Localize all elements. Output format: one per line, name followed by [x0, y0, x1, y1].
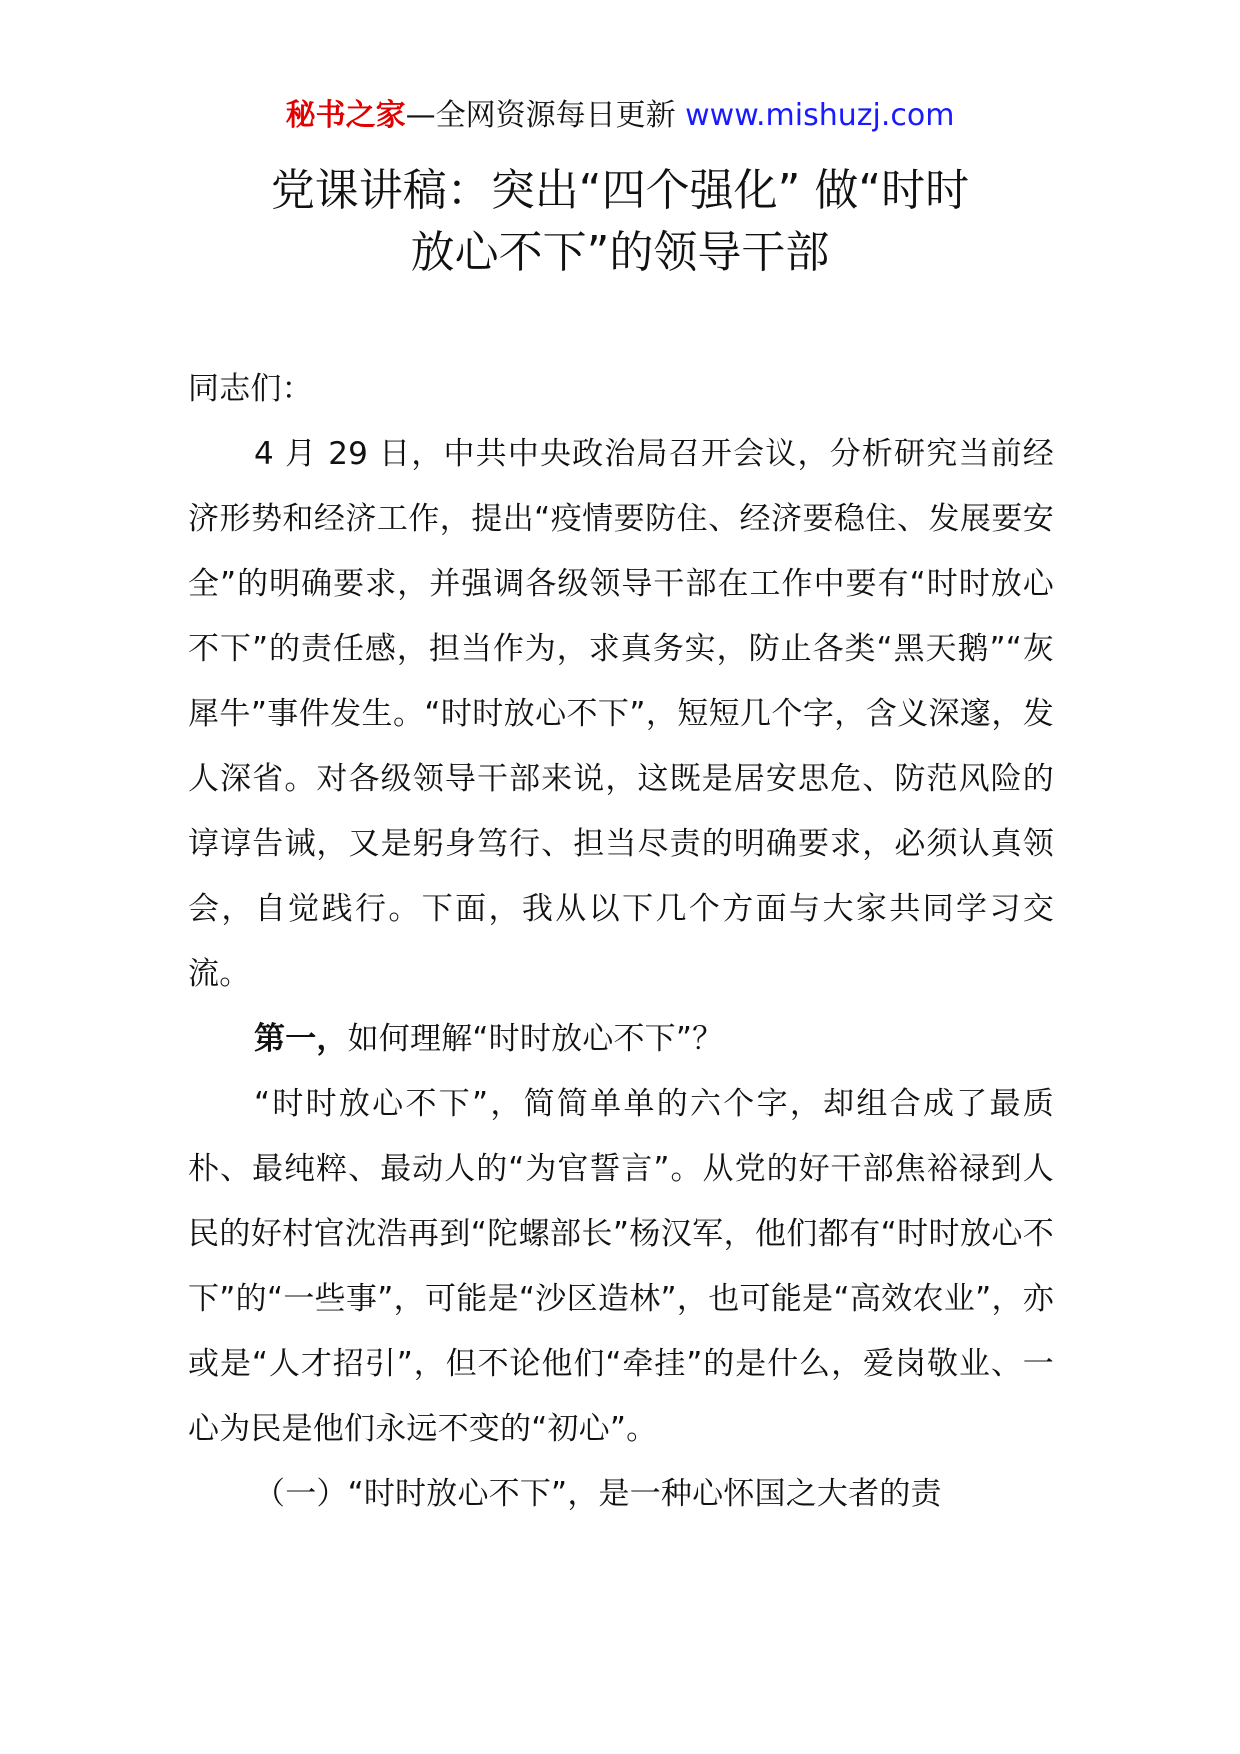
- document-body: [188, 357, 1054, 1527]
- site-url-link[interactable]: www.mishuzj.com: [685, 98, 955, 133]
- title-line-2: 放心不下”的领导干部: [410, 227, 830, 278]
- section-number: 第一，: [254, 1021, 348, 1057]
- section-heading: [188, 1007, 1054, 1072]
- header-tagline: —全网资源每日更新: [405, 98, 686, 133]
- paragraph-intro: 4 月 29 日，中共中央政治局召开会议，分析研究当前经济形势和经济工作，提出“疫情要防住、经济要稳住、发展要安全”的明确要求，并强调各级领导干部在工作中要有“时时放心不下”的责任感，担当作为，求真务实，防止各类“黑天鹅”“灰犀牛”事件发生。“时时放心不下”，短短几个字，含义深邃，发人深省。对各级领导干部来说，这既是居安思危、防范风险的谆谆告诫，又是躬身笃行、担当尽责的明确要求，必须认真领会，自觉践行。下面，我从以下几个方面与大家共同学习交流。: [188, 436, 1054, 992]
- site-header: [0, 96, 1240, 136]
- document-title: [0, 160, 1240, 284]
- section-heading-text: 如何理解“时时放心不下”？: [347, 1021, 724, 1057]
- paragraph-explanation: “时时放心不下”，简简单单的六个字，却组合成了最质朴、最纯粹、最动人的“为官誓言”。从党的好干部焦裕禄到人民的好村官沈浩再到“陀螺部长”杨汉军，他们都有“时时放心不下”的“一些事”，可能是“沙区造林”，也可能是“高效农业”，亦或是“人才招引”，但不论他们“牵挂”的是什么，爱岗敬业、一心为民是他们永远不变的“初心”。: [188, 1086, 1054, 1447]
- title-line-1: 党课讲稿：突出“四个强化” 做“时时: [270, 165, 970, 216]
- subsection-heading: （一）“时时放心不下”，是一种心怀国之大者的责: [254, 1476, 942, 1512]
- salutation: 同志们：: [188, 371, 313, 407]
- brand-name: 秘书之家: [285, 98, 406, 133]
